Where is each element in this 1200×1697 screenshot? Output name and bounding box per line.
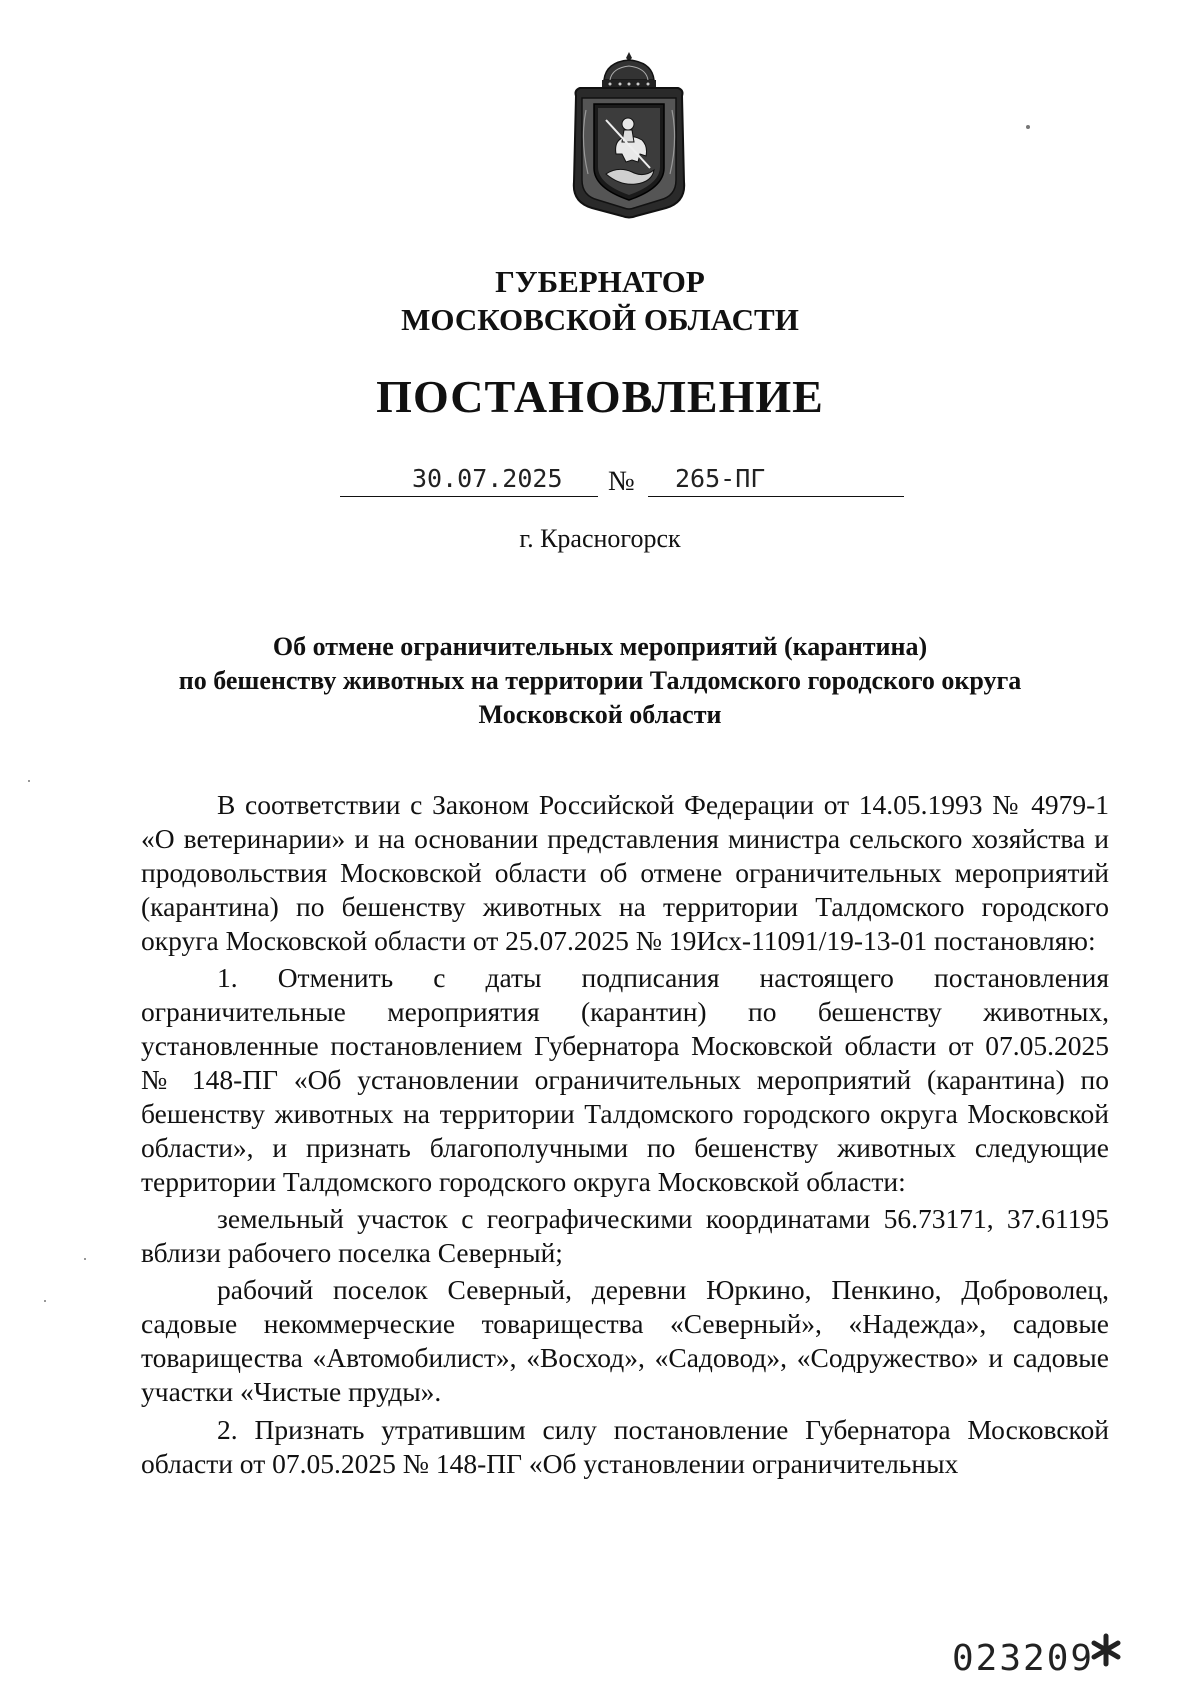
document-title-line-1: Об отмене ограничительных мероприятий (карантина): [272, 632, 928, 661]
document-body: [141, 788, 1109, 1484]
territory-settlements-paragraph: рабочий поселок Северный, деревни Юркино, Пенкино, Доброволец, садовые некоммерческие товарищества «Северный», «Надежда», садовые товарищества «Автомобилист», «Восход», «Садовод», «Содружество» и садовые участки «Чистые пруды».: [141, 1274, 1109, 1407]
territory-land-plot-paragraph: земельный участок с географическими координатами 56.73171, 37.61195 вблизи рабочего поселка Северный;: [141, 1203, 1109, 1268]
document-title-line-2: по бешенству животных на территории Талдомского городского округа: [178, 666, 1022, 695]
scan-speck: [44, 1300, 46, 1302]
clause-2-paragraph: 2. Признать утратившим силу постановление Губернатора Московской области от 07.05.2025 № 148-ПГ «Об установлении ограничительных: [141, 1414, 1109, 1479]
asterisk-icon: [1088, 1632, 1124, 1668]
document-number: 265-ПГ: [675, 464, 766, 493]
serial-number: 023209: [952, 1638, 1095, 1679]
clause-1-paragraph: 1. Отменить с даты подписания настоящего постановления ограничительные мероприятия (карантин) по бешенству животных, установленные постановлением Губернатора Московской области от 07.05.2025 № 148-ПГ «Об установлении ограничительных мероприятий (карантина) по бешенству животных на территории Талдомского городского округа Московской области», и признать благополучными по бешенству животных следующие территории Талдомского городского округа Московской области:: [141, 962, 1109, 1197]
document-city: г. Красногорск: [519, 524, 681, 553]
number-sign: №: [608, 466, 635, 497]
preamble-paragraph: В соответствии с Законом Российской Федерации от 14.05.1993 № 4979-1 «О ветеринарии» и на основании представления министра сельского хозяйства и продовольствия Московской области об отмене ограничительных мероприятий (карантина) по бешенству животных на территории Талдомского городского округа Московской области от 25.07.2025 № 19Исх-11091/19-13-01 постановляю:: [141, 789, 1109, 956]
moscow-oblast-coat-of-arms-icon: [566, 50, 692, 220]
authority-line-1: ГУБЕРНАТОР: [495, 264, 705, 299]
document-title-line-3: Московской области: [478, 700, 722, 729]
scan-speck: [1026, 125, 1030, 129]
document-type-heading: ПОСТАНОВЛЕНИЕ: [376, 371, 824, 422]
scan-speck: [28, 780, 30, 782]
authority-line-2: МОСКОВСКОЙ ОБЛАСТИ: [401, 302, 799, 337]
document-date: 30.07.2025: [412, 464, 563, 493]
scan-speck: [84, 1258, 86, 1260]
